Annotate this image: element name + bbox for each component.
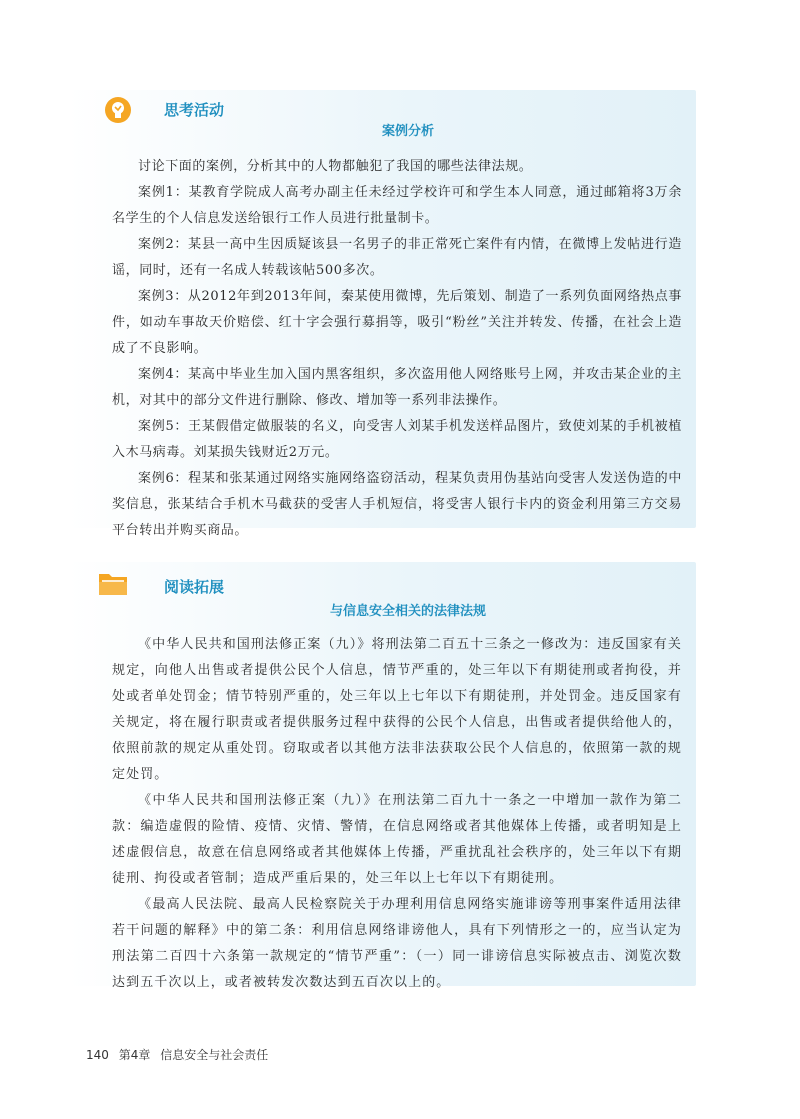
reading-extension-box — [68, 562, 696, 990]
case-paragraph: 案例6：程某和张某通过网络实施网络盗窃活动，程某负责用伪基站向受害人发送伪造的中奖信息，张某结合手机木马截获的受害人手机短信，将受害人银行卡内的资金利用第三方交易平台转出并购买商品。 — [112, 471, 682, 538]
case-paragraph: 案例4：某高中毕业生加入国内黑客组织，多次盗用他人网络账号上网，并攻击某企业的主机，对其中的部分文件进行删除、修改、增加等一系列非法操作。 — [112, 367, 682, 408]
case-paragraph: 案例2：某县一高中生因质疑该县一名男子的非正常死亡案件有内情，在微博上发帖进行造谣，同时，还有一名成人转载该帖500多次。 — [112, 237, 682, 278]
thinking-activity-box — [68, 90, 696, 538]
law-paragraph: 《中华人民共和国刑法修正案（九）》将刑法第二百五十三条之一修改为：违反国家有关规定，向他人出售或者提供公民个人信息，情节严重的，处三年以下有期徒刑或者拘役，并处或者单处罚金；情节特别严重的，处三年以上七年以下有期徒刑，并处罚金。违反国家有关规定，将在履行职责或者提供服务过程中获得的公民个人信息，出售或者提供给他人的，依照前款的规定从重处罚。窃取或者以其他方法非法获取公民个人信息的，依照第一款的规定处罚。 — [112, 637, 682, 782]
case-paragraph: 案例1：某教育学院成人高考办副主任未经过学校许可和学生本人同意，通过邮箱将3万余名学生的个人信息发送给银行工作人员进行批量制卡。 — [112, 185, 682, 226]
chapter-title: 信息安全与社会责任 — [160, 1048, 269, 1062]
section-subtitle: 案例分析 — [381, 124, 434, 139]
section-title: 思考活动 — [164, 101, 225, 119]
folder-icon — [98, 570, 128, 596]
intro-paragraph: 讨论下面的案例，分析其中的人物都触犯了我国的哪些法律法规。 — [138, 159, 533, 174]
section-subtitle: 与信息安全相关的法律法规 — [329, 604, 486, 619]
law-paragraph: 《最高人民法院、最高人民检察院关于办理利用信息网络实施诽谤等刑事案件适用法律若干问题的解释》中的第二条：利用信息网络诽谤他人，具有下列情形之一的，应当认定为刑法第二百四十六条第一款规定的“情节严重”：（一）同一诽谤信息实际被点击、浏览次数达到五千次以上，或者被转发次数达到五百次以上的。 — [112, 897, 682, 990]
page-footer — [86, 1046, 274, 1063]
section-title: 阅读拓展 — [164, 578, 225, 596]
law-list — [112, 632, 682, 996]
case-paragraph: 案例5：王某假借定做服装的名义，向受害人刘某手机发送样品图片，致使刘某的手机被植入木马病毒。刘某损失钱财近2万元。 — [112, 419, 682, 460]
page-number: 140 — [86, 1048, 109, 1062]
case-list — [112, 154, 682, 544]
chapter-label: 第4章 — [118, 1048, 151, 1062]
case-paragraph: 案例3：从2012年到2013年间，秦某使用微博，先后策划、制造了一系列负面网络热点事件，如动车事故天价赔偿、红十字会强行募捐等，吸引“粉丝”关注并转发、传播，在社会上造成了不良影响。 — [112, 289, 682, 356]
law-paragraph: 《中华人民共和国刑法修正案（九）》在刑法第二百九十一条之一中增加一款作为第二款：编造虚假的险情、疫情、灾情、警情，在信息网络或者其他媒体上传播，或者明知是上述虚假信息，故意在信息网络或者其他媒体上传播，严重扰乱社会秩序的，处三年以下有期徒刑、拘役或者管制；造成严重后果的，处三年以上七年以下有期徒刑。 — [112, 793, 682, 886]
